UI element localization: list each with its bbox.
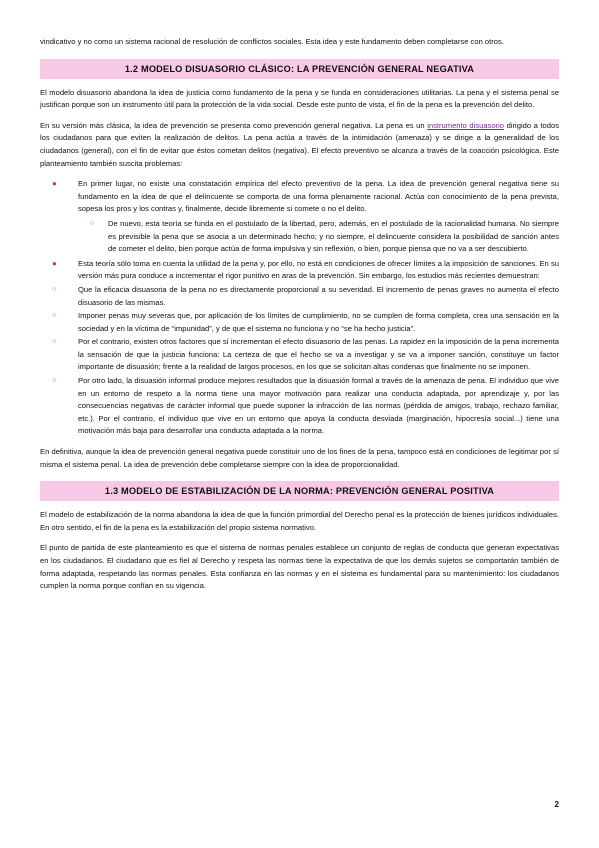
section-1-2-paragraph-1: El modelo disuasorio abandona la idea de justicia como fundamento de la pena y se funda en consideraciones utilitarias. La pena y el sistema penal se justifican porque son un instrumento útil para la protección de la vida social. Desde este punto de vista, el fin de la pena es la prevención del delito.	[40, 87, 559, 110]
ring-bullet-icon: ○	[52, 285, 57, 293]
sub-list-item-text: De nuevo, esta teoría se funda en el postulado de la libertad, pero, además, en el postulado de la racionalidad humana. No siempre es previsible la pena que se asocia a un determinado hecho; y no siempre, el delincuente considera la posibilidad de sanción antes de cometer el delito, bien porque actúa de forma impulsiva y sin reflexión, o bien, porque piensa que no va a ser descubierto.	[108, 218, 559, 254]
list-item-text: Que la eficacia disuasoria de la pena no es directamente proporcional a su severidad. El incremento de penas graves no aumenta el efecto disuasorio de las mismas.	[78, 284, 559, 307]
instrumento-disuasorio-link[interactable]: instrumento disuasorio	[427, 120, 505, 130]
section-heading-1-3: 1.3 MODELO DE ESTABILIZACIÓN DE LA NORMA: PREVENCIÓN GENERAL POSITIVA	[40, 481, 559, 501]
ring-bullet-icon: ○	[52, 312, 57, 320]
list-item-text: Imponer penas muy severas que, por aplicación de los límites de cumplimiento, no se cumplen de forma completa, crea una sensación en la sociedad y en la víctima de “impunidad”, y de que el sistema no funciona y no “se ha hecho justicia”.	[78, 311, 559, 333]
document-page	[40, 36, 559, 593]
paragraph-2-text-b: dirigido a todos los ciudadanos para que eviten la realización de delitos. La pena actúa a través de la intimidación (amenaza) y se dirige a la generalidad de los ciudadanos (general), con el fin de evitar que éstos cometan delitos (negativa). El efecto preventivo se alcanza a través de la coacción psicológica. Este planteamiento también suscita problemas:	[40, 120, 560, 168]
problems-list	[40, 178, 559, 438]
list-item	[40, 336, 559, 374]
list-item	[40, 258, 559, 283]
sub-list	[78, 218, 559, 256]
list-item-text: En primer lugar, no existe una constatación empírica del efecto preventivo de la pena. La idea de prevención general negativa tiene su fundamento en la idea de que el delincuente se comporta de una forma plenamente racional. Actúa con conocimiento de la pena prevista, sopesa los pros y los contras y, finalmente, decide libremente si comete o no el delito.	[78, 179, 559, 214]
ring-bullet-icon: ○	[90, 219, 95, 227]
paragraph-2-text-a: En su versión más clásica, la idea de prevención se presenta como prevención general negativa. La pena es un	[40, 120, 428, 130]
ring-bullet-icon: ○	[52, 377, 57, 385]
list-item	[40, 375, 559, 438]
list-item-text: Por otro lado, la disuasión informal produce mejores resultados que la disuasión formal a través de la amenaza de pena. El individuo que vive en un entorno de respeto a la norma tiene una mayor motivación para realizar una conducta adaptada, por aprendizaje y, por las consecuencias negativas de carácter informal que puede suponer la infracción de las normas (pérdida de amigos, trabajo, rechazo familiar, etc.). Por el contrario, el individuo que vive en un entorno que apoya la conducta desviada (marginación, hipocresía social...) tiene una motivación más baja para desarrollar una conducta adaptada a la norma.	[78, 376, 559, 436]
intro-paragraph: vindicativo y no como un sistema racional de resolución de conflictos sociales. Esta idea y este fundamento deben completarse con otros.	[40, 37, 504, 46]
list-item-text: Por el contrario, existen otros factores que sí incrementan el efecto disuasorio de las penas. La rapidez en la imposición de la pena incrementa la sensación de que la justicia funciona: La certeza de que el hecho se va a investigar y se va a imponer sanción, constituye un factor importante de disuasión; frente a la realidad de largos procesos, en los que se solicitan altas condenas que finalmente no se imponen.	[78, 337, 559, 372]
list-item	[40, 310, 559, 335]
section-1-3-paragraph-1: El modelo de estabilización de la norma abandona la idea de que la función primordial del Derecho penal es la protección de bienes jurídicos individuales. En otro sentido, el fin de la pena es la estabilización del propio sistema normativo.	[40, 510, 559, 532]
sub-list-item	[78, 218, 559, 256]
section-1-2-conclusion: En definitiva, aunque la idea de prevención general negativa puede constituir uno de los fines de la pena, tampoco está en condiciones de legitimar por sí misma el sistema penal. La idea de prevención debe completarse siempre con la idea de proporcionalidad.	[40, 447, 559, 469]
page-number: 2	[554, 800, 559, 809]
bullet-icon: ●	[52, 258, 57, 268]
section-heading-1-2: 1.2 MODELO DISUASORIO CLÁSICO: LA PREVENCIÓN GENERAL NEGATIVA	[40, 59, 559, 79]
ring-bullet-icon: ○	[52, 338, 57, 346]
bullet-icon: ●	[52, 179, 57, 189]
list-item-text: Esta teoría sólo toma en cuenta la utilidad de la pena y, por ello, no está en condiciones de ofrecer límites a la imposición de sanciones. En su versión más pura conduce a incrementar el rigor punitivo en aras de la prevención. Sin embargo, los estudios más recientes demuestran:	[78, 258, 559, 281]
list-item	[40, 284, 559, 309]
section-1-2-paragraph-2	[40, 120, 559, 170]
list-item	[40, 178, 559, 256]
section-1-3-paragraph-2: El punto de partida de este planteamiento es que el sistema de normas penales establece un conjunto de reglas de conducta que generan expectativas en los ciudadanos. El ciudadano que es fiel al Derecho y respeta las normas tiene la expectativa de que los demás sujetos se comportarán también de forma adaptada, respetando las normas penales. Esta confianza en las normas y en el sistema es fundamental para su mantenimiento: los ciudadanos cumplen la norma porque confían en su vigencia.	[40, 543, 559, 591]
